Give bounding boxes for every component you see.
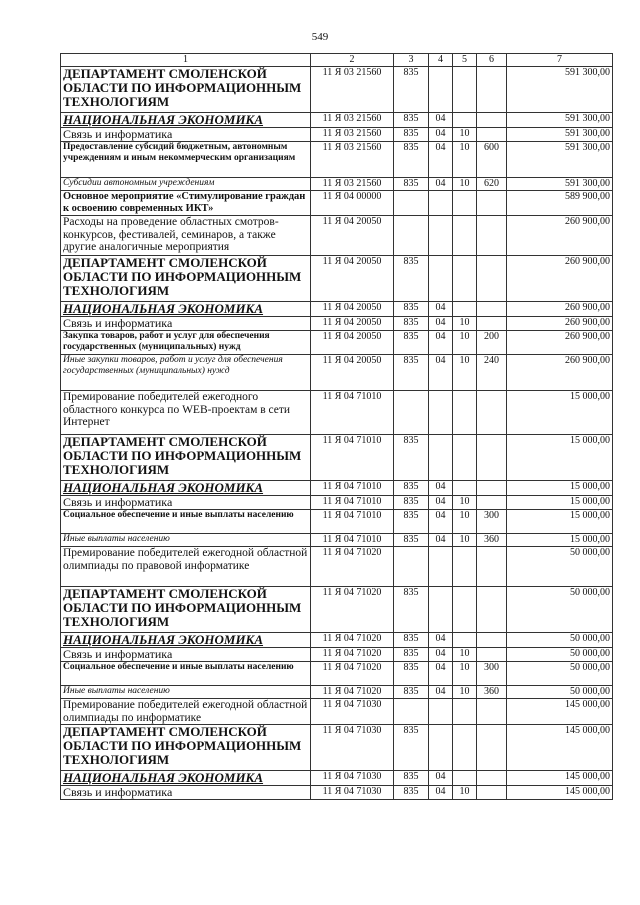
row-col6-cell — [477, 547, 507, 587]
row-amount-cell: 15 000,00 — [507, 496, 613, 510]
row-col4-cell: 04 — [429, 662, 453, 686]
table-row — [61, 510, 613, 534]
row-col5-cell: 10 — [453, 534, 477, 547]
row-col6-cell: 360 — [477, 534, 507, 547]
row-col4-cell — [429, 67, 453, 113]
table-row — [61, 633, 613, 648]
row-amount-cell: 260 900,00 — [507, 256, 613, 302]
row-amount-cell: 591 300,00 — [507, 142, 613, 178]
row-col4-cell — [429, 256, 453, 302]
row-col3-cell: 835 — [394, 725, 429, 771]
row-col6-cell — [477, 699, 507, 725]
row-code-cell: 11 Я 04 20050 — [311, 256, 394, 302]
row-amount-cell: 15 000,00 — [507, 435, 613, 481]
row-col3-cell: 835 — [394, 771, 429, 786]
table-row — [61, 686, 613, 699]
row-col5-cell — [453, 216, 477, 256]
row-amount-cell: 260 900,00 — [507, 317, 613, 331]
row-col4-cell: 04 — [429, 178, 453, 191]
row-name-cell: ДЕПАРТАМЕНТ СМОЛЕНСКОЙ ОБЛАСТИ ПО ИНФОРМАЦИОННЫМ ТЕХНОЛОГИЯМ — [61, 256, 311, 302]
row-col3-cell: 835 — [394, 662, 429, 686]
row-code-cell: 11 Я 04 71020 — [311, 547, 394, 587]
row-col3-cell: 835 — [394, 67, 429, 113]
table-row — [61, 786, 613, 800]
row-col3-cell: 835 — [394, 587, 429, 633]
page-number: 549 — [311, 31, 329, 43]
row-col3-cell — [394, 547, 429, 587]
row-col4-cell: 04 — [429, 534, 453, 547]
table-row — [61, 725, 613, 771]
row-col3-cell: 835 — [394, 302, 429, 317]
row-col5-cell — [453, 302, 477, 317]
row-col4-cell — [429, 547, 453, 587]
row-name-cell: ДЕПАРТАМЕНТ СМОЛЕНСКОЙ ОБЛАСТИ ПО ИНФОРМАЦИОННЫМ ТЕХНОЛОГИЯМ — [61, 587, 311, 633]
row-col3-cell — [394, 391, 429, 435]
row-amount-cell: 50 000,00 — [507, 686, 613, 699]
row-col3-cell — [394, 699, 429, 725]
row-name-cell: ДЕПАРТАМЕНТ СМОЛЕНСКОЙ ОБЛАСТИ ПО ИНФОРМАЦИОННЫМ ТЕХНОЛОГИЯМ — [61, 725, 311, 771]
row-col5-cell: 10 — [453, 142, 477, 178]
row-col3-cell: 835 — [394, 128, 429, 142]
header-cell: 7 — [507, 54, 613, 67]
row-amount-cell: 591 300,00 — [507, 128, 613, 142]
row-col6-cell: 200 — [477, 331, 507, 355]
row-col3-cell: 835 — [394, 256, 429, 302]
row-col5-cell — [453, 391, 477, 435]
row-code-cell: 11 Я 04 71010 — [311, 496, 394, 510]
row-name-cell: Закупка товаров, работ и услуг для обеспечения государственных (муниципальных) нужд — [61, 331, 311, 355]
row-amount-cell: 260 900,00 — [507, 355, 613, 391]
table-row — [61, 662, 613, 686]
row-col3-cell: 835 — [394, 355, 429, 391]
row-amount-cell: 591 300,00 — [507, 67, 613, 113]
row-col6-cell — [477, 256, 507, 302]
row-code-cell: 11 Я 04 71030 — [311, 786, 394, 800]
row-code-cell: 11 Я 03 21560 — [311, 113, 394, 128]
row-col6-cell: 300 — [477, 510, 507, 534]
row-col5-cell: 10 — [453, 317, 477, 331]
row-code-cell: 11 Я 04 71020 — [311, 648, 394, 662]
table-row — [61, 331, 613, 355]
table-row — [61, 534, 613, 547]
row-col3-cell: 835 — [394, 435, 429, 481]
row-name-cell: Субсидии автономным учреждениям — [61, 178, 311, 191]
row-col4-cell: 04 — [429, 317, 453, 331]
row-col5-cell — [453, 191, 477, 216]
row-name-cell: ДЕПАРТАМЕНТ СМОЛЕНСКОЙ ОБЛАСТИ ПО ИНФОРМАЦИОННЫМ ТЕХНОЛОГИЯМ — [61, 67, 311, 113]
row-name-cell: НАЦИОНАЛЬНАЯ ЭКОНОМИКА — [61, 481, 311, 496]
row-code-cell: 11 Я 03 21560 — [311, 142, 394, 178]
row-code-cell: 11 Я 04 71010 — [311, 435, 394, 481]
table-row — [61, 178, 613, 191]
row-col4-cell: 04 — [429, 786, 453, 800]
row-amount-cell: 15 000,00 — [507, 391, 613, 435]
header-cell: 6 — [477, 54, 507, 67]
header-cell: 2 — [311, 54, 394, 67]
row-col6-cell — [477, 771, 507, 786]
header-cell: 1 — [61, 54, 311, 67]
row-col6-cell — [477, 113, 507, 128]
row-name-cell: Премирование победителей ежегодной областной олимпиады по правовой информатике — [61, 547, 311, 587]
row-name-cell: НАЦИОНАЛЬНАЯ ЭКОНОМИКА — [61, 771, 311, 786]
row-col5-cell: 10 — [453, 496, 477, 510]
row-code-cell: 11 Я 04 71010 — [311, 534, 394, 547]
row-col6-cell — [477, 481, 507, 496]
header-cell: 3 — [394, 54, 429, 67]
row-col5-cell — [453, 256, 477, 302]
row-amount-cell: 260 900,00 — [507, 331, 613, 355]
row-name-cell: Связь и информатика — [61, 786, 311, 800]
row-col6-cell: 240 — [477, 355, 507, 391]
row-col3-cell: 835 — [394, 481, 429, 496]
row-col6-cell: 360 — [477, 686, 507, 699]
table-row — [61, 481, 613, 496]
row-code-cell: 11 Я 04 20050 — [311, 331, 394, 355]
row-amount-cell: 50 000,00 — [507, 633, 613, 648]
row-col3-cell: 835 — [394, 786, 429, 800]
row-name-cell: Расходы на проведение областных смотров-конкурсов, фестивалей, семинаров, а также другие аналогичные мероприятия — [61, 216, 311, 256]
row-col5-cell: 10 — [453, 331, 477, 355]
row-col5-cell: 10 — [453, 178, 477, 191]
row-amount-cell: 50 000,00 — [507, 648, 613, 662]
table-row — [61, 67, 613, 113]
row-code-cell: 11 Я 04 71030 — [311, 771, 394, 786]
row-code-cell: 11 Я 04 71020 — [311, 633, 394, 648]
row-code-cell: 11 Я 04 00000 — [311, 191, 394, 216]
row-col3-cell: 835 — [394, 113, 429, 128]
row-amount-cell: 50 000,00 — [507, 662, 613, 686]
table-row — [61, 496, 613, 510]
row-code-cell: 11 Я 04 20050 — [311, 216, 394, 256]
row-col4-cell: 04 — [429, 771, 453, 786]
row-col5-cell — [453, 771, 477, 786]
row-name-cell: Связь и информатика — [61, 496, 311, 510]
table-row — [61, 355, 613, 391]
row-name-cell: Основное мероприятие «Стимулирование граждан к освоению современных ИКТ» — [61, 191, 311, 216]
row-col4-cell: 04 — [429, 648, 453, 662]
row-col6-cell — [477, 648, 507, 662]
row-name-cell: НАЦИОНАЛЬНАЯ ЭКОНОМИКА — [61, 113, 311, 128]
row-col5-cell — [453, 633, 477, 648]
row-amount-cell: 145 000,00 — [507, 699, 613, 725]
row-col5-cell — [453, 547, 477, 587]
row-col6-cell — [477, 496, 507, 510]
row-col6-cell — [477, 216, 507, 256]
table-row — [61, 216, 613, 256]
row-amount-cell: 145 000,00 — [507, 725, 613, 771]
row-code-cell: 11 Я 04 20050 — [311, 317, 394, 331]
row-col4-cell — [429, 725, 453, 771]
row-amount-cell: 50 000,00 — [507, 547, 613, 587]
table-row — [61, 587, 613, 633]
row-code-cell: 11 Я 03 21560 — [311, 128, 394, 142]
row-col5-cell — [453, 67, 477, 113]
table-row — [61, 771, 613, 786]
table-row — [61, 113, 613, 128]
row-col4-cell — [429, 699, 453, 725]
row-col3-cell: 835 — [394, 496, 429, 510]
row-col6-cell — [477, 391, 507, 435]
table-header-row — [61, 54, 613, 67]
table-row — [61, 317, 613, 331]
table-row — [61, 256, 613, 302]
row-amount-cell: 145 000,00 — [507, 771, 613, 786]
row-col3-cell: 835 — [394, 648, 429, 662]
row-col5-cell — [453, 725, 477, 771]
row-name-cell: Социальное обеспечение и иные выплаты населению — [61, 662, 311, 686]
row-col4-cell: 04 — [429, 686, 453, 699]
table-row — [61, 699, 613, 725]
table-row — [61, 128, 613, 142]
row-amount-cell: 15 000,00 — [507, 510, 613, 534]
table-row — [61, 648, 613, 662]
row-amount-cell: 15 000,00 — [507, 481, 613, 496]
row-amount-cell: 591 300,00 — [507, 178, 613, 191]
row-col4-cell: 04 — [429, 481, 453, 496]
row-col3-cell: 835 — [394, 686, 429, 699]
row-code-cell: 11 Я 04 20050 — [311, 302, 394, 317]
row-col3-cell: 835 — [394, 510, 429, 534]
row-col5-cell: 10 — [453, 510, 477, 534]
row-col5-cell: 10 — [453, 686, 477, 699]
row-name-cell: ДЕПАРТАМЕНТ СМОЛЕНСКОЙ ОБЛАСТИ ПО ИНФОРМАЦИОННЫМ ТЕХНОЛОГИЯМ — [61, 435, 311, 481]
row-amount-cell: 260 900,00 — [507, 302, 613, 317]
row-name-cell: Социальное обеспечение и иные выплаты населению — [61, 510, 311, 534]
row-col3-cell: 835 — [394, 633, 429, 648]
row-col4-cell: 04 — [429, 510, 453, 534]
row-amount-cell: 591 300,00 — [507, 113, 613, 128]
row-col5-cell: 10 — [453, 355, 477, 391]
row-col5-cell — [453, 113, 477, 128]
row-col3-cell — [394, 191, 429, 216]
row-col3-cell: 835 — [394, 534, 429, 547]
row-col4-cell: 04 — [429, 355, 453, 391]
table-row — [61, 191, 613, 216]
row-col4-cell — [429, 191, 453, 216]
row-col5-cell — [453, 435, 477, 481]
row-col6-cell — [477, 317, 507, 331]
row-col5-cell — [453, 587, 477, 633]
row-code-cell: 11 Я 04 71010 — [311, 510, 394, 534]
row-col4-cell: 04 — [429, 302, 453, 317]
table-row — [61, 547, 613, 587]
row-col6-cell — [477, 302, 507, 317]
row-col3-cell: 835 — [394, 178, 429, 191]
row-col6-cell — [477, 725, 507, 771]
row-name-cell: Премирование победителей ежегодной областной олимпиады по информатике — [61, 699, 311, 725]
row-name-cell: НАЦИОНАЛЬНАЯ ЭКОНОМИКА — [61, 633, 311, 648]
row-col3-cell: 835 — [394, 331, 429, 355]
table-row — [61, 142, 613, 178]
row-col6-cell — [477, 128, 507, 142]
row-name-cell: Премирование победителей ежегодного областного конкурса по WEB-проектам в сети Интернет — [61, 391, 311, 435]
row-col6-cell: 300 — [477, 662, 507, 686]
row-col3-cell: 835 — [394, 317, 429, 331]
row-amount-cell: 589 900,00 — [507, 191, 613, 216]
row-col6-cell — [477, 633, 507, 648]
row-col5-cell: 10 — [453, 648, 477, 662]
row-col4-cell: 04 — [429, 496, 453, 510]
row-name-cell: НАЦИОНАЛЬНАЯ ЭКОНОМИКА — [61, 302, 311, 317]
row-code-cell: 11 Я 04 71010 — [311, 391, 394, 435]
row-col3-cell — [394, 216, 429, 256]
row-amount-cell: 260 900,00 — [507, 216, 613, 256]
row-name-cell: Предоставление субсидий бюджетным, автономным учреждениям и иным некоммерческим организациям — [61, 142, 311, 178]
table-row — [61, 302, 613, 317]
row-col4-cell — [429, 435, 453, 481]
row-name-cell: Связь и информатика — [61, 648, 311, 662]
row-col4-cell — [429, 587, 453, 633]
row-col4-cell: 04 — [429, 128, 453, 142]
row-col5-cell: 10 — [453, 786, 477, 800]
row-code-cell: 11 Я 04 71020 — [311, 587, 394, 633]
row-code-cell: 11 Я 04 71020 — [311, 686, 394, 699]
row-code-cell: 11 Я 04 71030 — [311, 699, 394, 725]
table-row — [61, 435, 613, 481]
row-code-cell: 11 Я 04 20050 — [311, 355, 394, 391]
row-col6-cell — [477, 587, 507, 633]
row-col4-cell: 04 — [429, 142, 453, 178]
row-col6-cell: 600 — [477, 142, 507, 178]
table-row — [61, 391, 613, 435]
budget-table — [60, 53, 613, 800]
row-col5-cell — [453, 699, 477, 725]
row-col6-cell — [477, 191, 507, 216]
row-code-cell: 11 Я 04 71020 — [311, 662, 394, 686]
row-amount-cell: 15 000,00 — [507, 534, 613, 547]
row-col5-cell: 10 — [453, 128, 477, 142]
row-col5-cell: 10 — [453, 662, 477, 686]
header-cell: 5 — [453, 54, 477, 67]
row-col6-cell — [477, 786, 507, 800]
row-name-cell: Иные выплаты населению — [61, 686, 311, 699]
row-col4-cell: 04 — [429, 633, 453, 648]
row-amount-cell: 145 000,00 — [507, 786, 613, 800]
header-cell: 4 — [429, 54, 453, 67]
row-code-cell: 11 Я 03 21560 — [311, 178, 394, 191]
row-col6-cell: 620 — [477, 178, 507, 191]
row-name-cell: Связь и информатика — [61, 317, 311, 331]
row-code-cell: 11 Я 04 71030 — [311, 725, 394, 771]
row-code-cell: 11 Я 03 21560 — [311, 67, 394, 113]
row-col4-cell — [429, 216, 453, 256]
row-col4-cell: 04 — [429, 331, 453, 355]
row-amount-cell: 50 000,00 — [507, 587, 613, 633]
row-col5-cell — [453, 481, 477, 496]
row-col6-cell — [477, 435, 507, 481]
row-code-cell: 11 Я 04 71010 — [311, 481, 394, 496]
row-col4-cell: 04 — [429, 113, 453, 128]
row-col6-cell — [477, 67, 507, 113]
row-col3-cell: 835 — [394, 142, 429, 178]
row-name-cell: Иные закупки товаров, работ и услуг для обеспечения государственных (муниципальных) нужд — [61, 355, 311, 391]
row-name-cell: Связь и информатика — [61, 128, 311, 142]
row-col4-cell — [429, 391, 453, 435]
row-name-cell: Иные выплаты населению — [61, 534, 311, 547]
